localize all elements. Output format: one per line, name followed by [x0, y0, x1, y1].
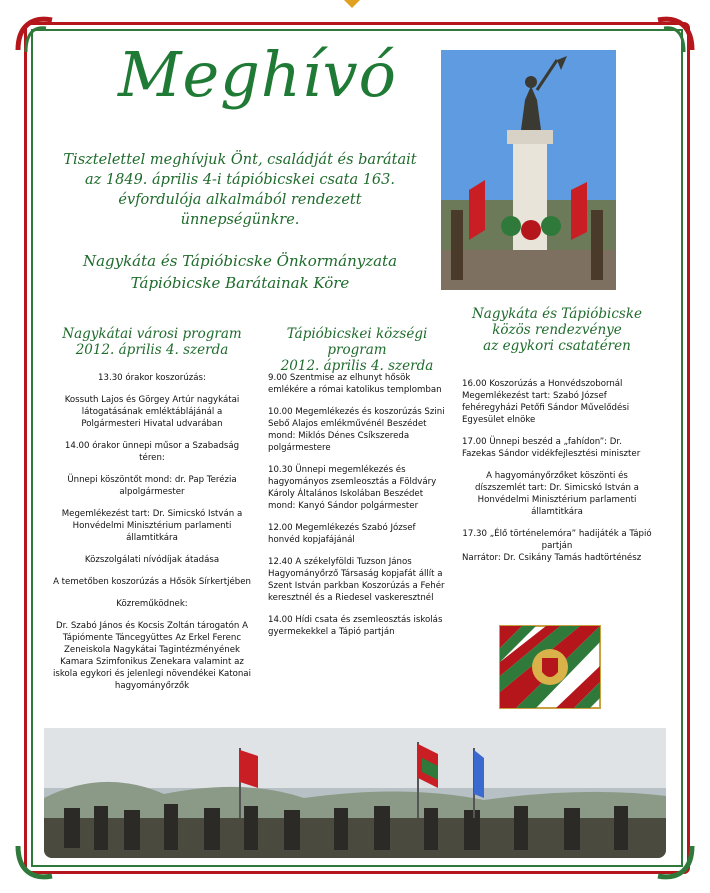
page-title: Meghívó [118, 38, 397, 111]
program-item: 10.30 Ünnepi megemlékezés és hagyományos zsemleosztás a Földváry Károly Általános Iskolában Beszédet mond: Kanyó Sándor polgármester [268, 465, 437, 511]
heading-line: közös rendezvénye [492, 322, 622, 338]
col3-heading [462, 306, 652, 354]
organizer-line: Tápióbicske Barátainak Köre [130, 274, 350, 292]
program-item: 12.40 A székelyföldi Tuzson János Hagyományőrző Társaság kopjafát állít a Szent István parkban Koszorúzás a Fehér keresztnél és a Riedesel vaskeresztnél [268, 557, 445, 603]
program-item: 13.30 órakor koszorúzás: [98, 373, 206, 383]
program-item: Közszolgálati nívódíjak átadása [84, 555, 220, 565]
statue-photo [441, 50, 616, 290]
heading-line: Nagykáta és Tápióbicske [471, 306, 643, 322]
program-item: 14.00 Hídi csata és zsemleosztás iskolás gyermekekkel a Tápió partján [268, 615, 443, 637]
heading-line: 2012. április 4. szerda [280, 358, 434, 374]
program-item: Narrátor: Dr. Csikány Tamás hadtörténész [462, 553, 642, 563]
program-item: Megemlékezést tart: Dr. Simicskó István a Honvédelmi Minisztérium parlamenti államtitkára [61, 509, 243, 543]
corner-ornament-icon [12, 14, 58, 60]
col2-program [268, 372, 450, 648]
program-item: 9.00 Szentmise az elhunyt hősök emlékére a római katolikus templomban [268, 373, 442, 395]
program-item: 16.00 Koszorúzás a Honvédszobornál Megemlékezést tart: Szabó József fehéregyházi Petőfi Sándor Művelődési Egyesület elnöke [462, 379, 630, 425]
program-item: 10.00 Megemlékezés és koszorúzás Szini Sebő Alajos emlékművénél Beszédet mond: Miklós Dénes Csíkszereda polgármestere [268, 407, 445, 453]
program-item: Dr. Szabó János és Kocsis Zoltán tárogatón A Tápiómente Táncegyüttes Az Erkel Ferenc Zeneiskola Nagykátai Tagintézményének Kamara Szimfonikus Zenekara valamint az iskola egykori és jelenlegi növendékei Katonai hagyományőrzők [53, 621, 251, 691]
organizers [60, 250, 420, 294]
crest-icon [342, 0, 362, 8]
program-item: A hagyományőrzőket köszönti és díszszemlét tart: Dr. Simicskó István a Honvédelmi Minisztérium parlamenti államtitkára [475, 471, 639, 517]
col1-heading [52, 326, 252, 358]
program-item: A temetőben koszorúzás a Hősök Sírkertjében [53, 577, 251, 587]
heading-line: az egykori csatatéren [483, 338, 631, 354]
program-item: 17.30 „Élő történelemóra” hadijáték a Tápió partján [462, 529, 652, 551]
organizer-line: Nagykáta és Tápióbicske Önkormányzata [82, 252, 398, 270]
col3-program [462, 378, 652, 574]
program-item: Közreműködnek: [116, 599, 188, 609]
heading-line: Nagykátai városi program [62, 326, 242, 342]
col1-program [52, 372, 252, 702]
col2-heading [262, 326, 452, 374]
program-item: 17.00 Ünnepi beszéd a „fahídon”: Dr. Fazekas Sándor vidékfejlesztési miniszter [462, 437, 641, 459]
program-item: Ünnepi köszöntőt mond: dr. Pap Terézia alpolgármester [67, 475, 237, 497]
program-item: Kossuth Lajos és Görgey Artúr nagykátai látogatásának emléktáblájánál a Polgármesteri Hivatal udvarában [64, 395, 240, 429]
intro-text: Tisztelettel meghívjuk Önt, családját és barátait az 1849. április 4-i tápióbicskei csata 163. évfordulója alkalmából rendezett ünnepségünkre. [63, 152, 417, 228]
heading-line: Tápióbicskei községi program [286, 326, 428, 358]
corner-ornament-icon [652, 14, 698, 60]
flag-banner [496, 622, 604, 712]
program-item: 14.00 órakor ünnepi műsor a Szabadság téren: [64, 441, 240, 463]
heading-line: 2012. április 4. szerda [75, 342, 229, 358]
program-item: 12.00 Megemlékezés Szabó József honvéd kopjafájánál [268, 523, 416, 545]
battle-reenactment-photo [44, 728, 666, 858]
